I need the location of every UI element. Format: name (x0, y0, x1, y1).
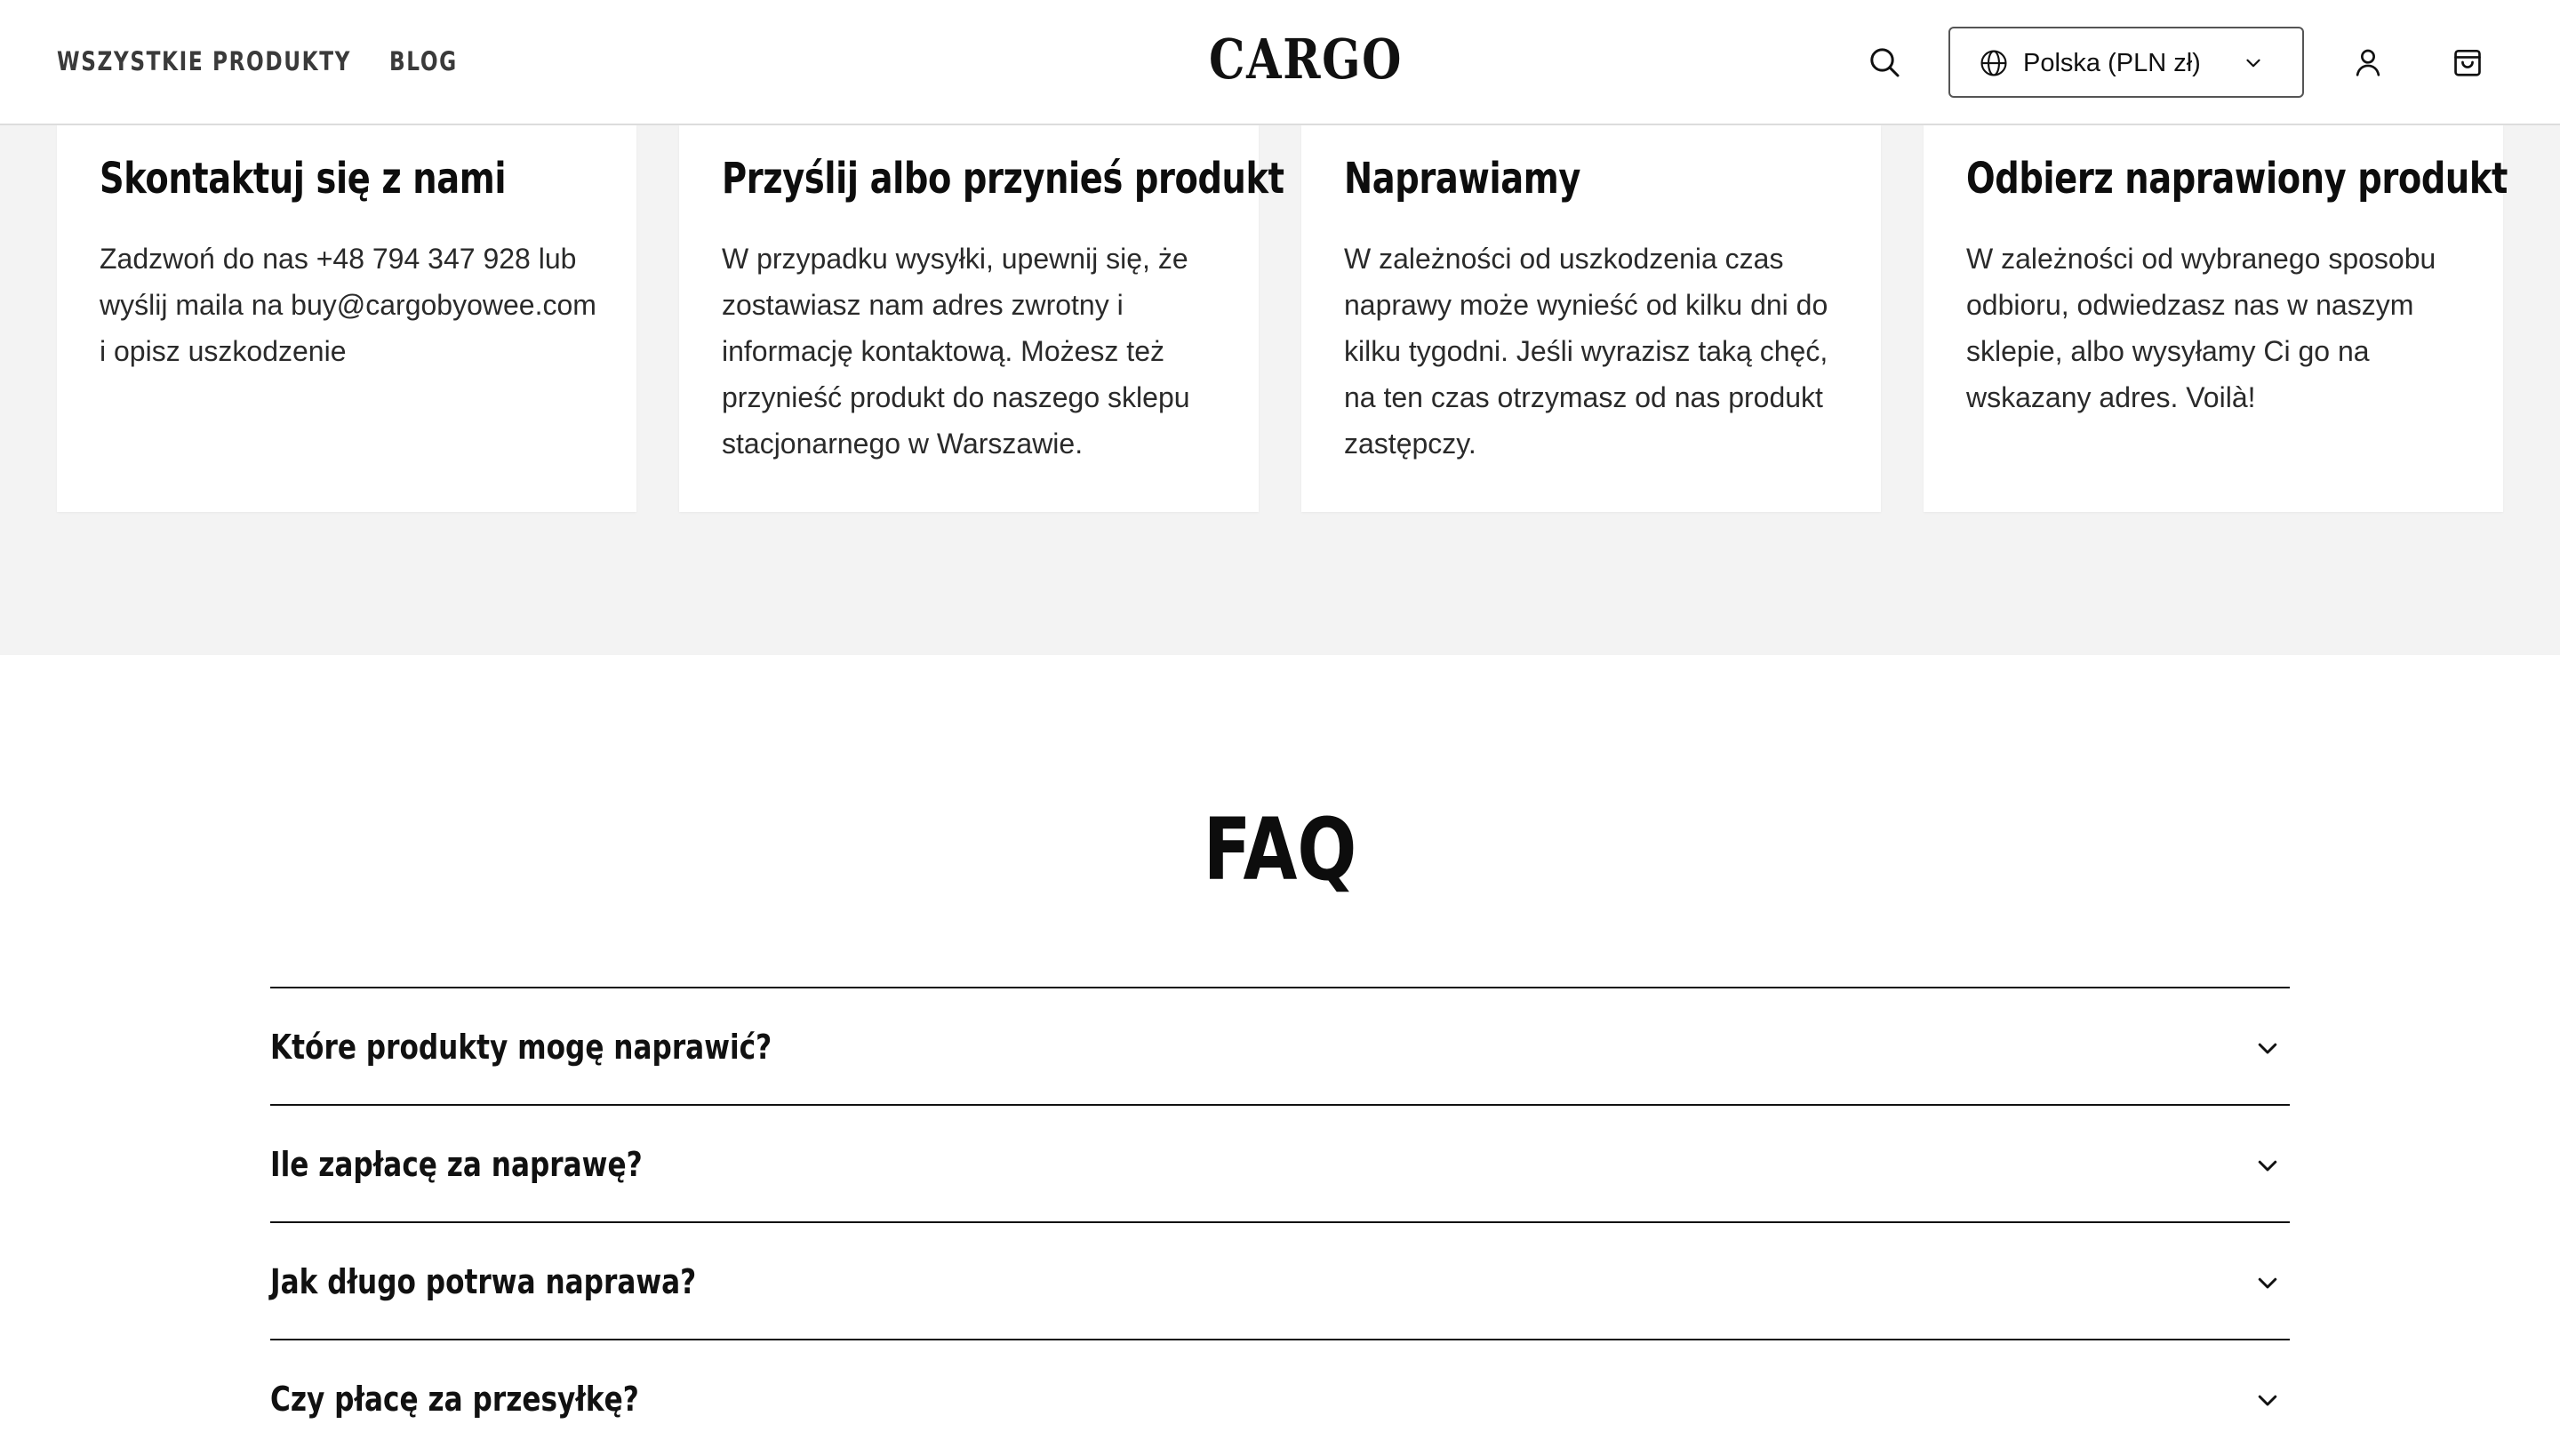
account-button[interactable] (2347, 41, 2389, 84)
faq-item[interactable] (270, 1339, 2290, 1456)
faq-heading: FAQ (1203, 800, 1357, 900)
step-title: Skontaktuj się z nami (100, 154, 507, 204)
country-select-value: Polska (PLN zł) (2023, 49, 2201, 77)
site-header (0, 0, 2560, 125)
step-card-contact (57, 125, 636, 512)
shopping-bag-icon (2451, 45, 2484, 79)
nav-blog-link[interactable]: BLOG (389, 46, 458, 76)
cargo-logo[interactable]: CARGO (1209, 27, 1404, 92)
globe-icon (1979, 48, 2009, 78)
chevron-down-icon (2254, 1269, 2281, 1296)
step-title: Odbierz naprawiony produkt (1966, 154, 2508, 204)
nav-all-products-link[interactable]: WSZYSTKIE PRODUKTY (57, 46, 352, 76)
step-text: Zadzwoń do nas +48 794 347 928 lub wyślij maila na buy@cargobyowee.com i opisz uszkodzenie (100, 243, 596, 367)
country-currency-select[interactable] (1948, 27, 2304, 98)
faq-question: Które produkty mogę naprawić? (270, 1028, 772, 1067)
step-text: W zależności od wybranego sposobu odbioru, odwiedzasz nas w naszym sklepie, albo wysyłamy Ci go na wskazany adres. Voilà! (1966, 243, 2436, 413)
faq-question: Jak długo potrwa naprawa? (270, 1262, 697, 1301)
step-text: W zależności od uszkodzenia czas naprawy może wynieść od kilku dni do kilku tygodni. Jeśli wyrazisz taką chęć, na ten czas otrzymasz od nas produkt zastępczy. (1344, 243, 1828, 460)
step-text: W przypadku wysyłki, upewnij się, że zostawiasz nam adres zwrotny i informację kontaktową. Możesz też przynieść produkt do naszego sklepu stacjonarnego w Warszawie. (722, 243, 1190, 460)
step-title: Naprawiamy (1344, 154, 1580, 204)
faq-item[interactable] (270, 1104, 2290, 1221)
faq-accordion (270, 987, 2290, 1456)
faq-item[interactable] (270, 1221, 2290, 1339)
user-icon (2351, 45, 2385, 79)
chevron-down-icon (2242, 52, 2265, 75)
repair-steps-section (0, 125, 2560, 655)
step-card-repair (1301, 125, 1881, 512)
step-card-send-product (679, 125, 1284, 512)
chevron-down-icon (2254, 1387, 2281, 1413)
faq-question: Ile zapłacę za naprawę? (270, 1145, 643, 1184)
step-title: Przyślij albo przynieś produkt (722, 154, 1284, 204)
search-icon (1867, 44, 1902, 80)
chevron-down-icon (2254, 1035, 2281, 1061)
faq-item[interactable] (270, 987, 2290, 1104)
step-card-pickup (1924, 125, 2508, 512)
chevron-down-icon (2254, 1152, 2281, 1179)
cart-button[interactable] (2446, 41, 2489, 84)
search-button[interactable] (1863, 41, 1906, 84)
faq-question: Czy płacę za przesyłkę? (270, 1380, 639, 1419)
